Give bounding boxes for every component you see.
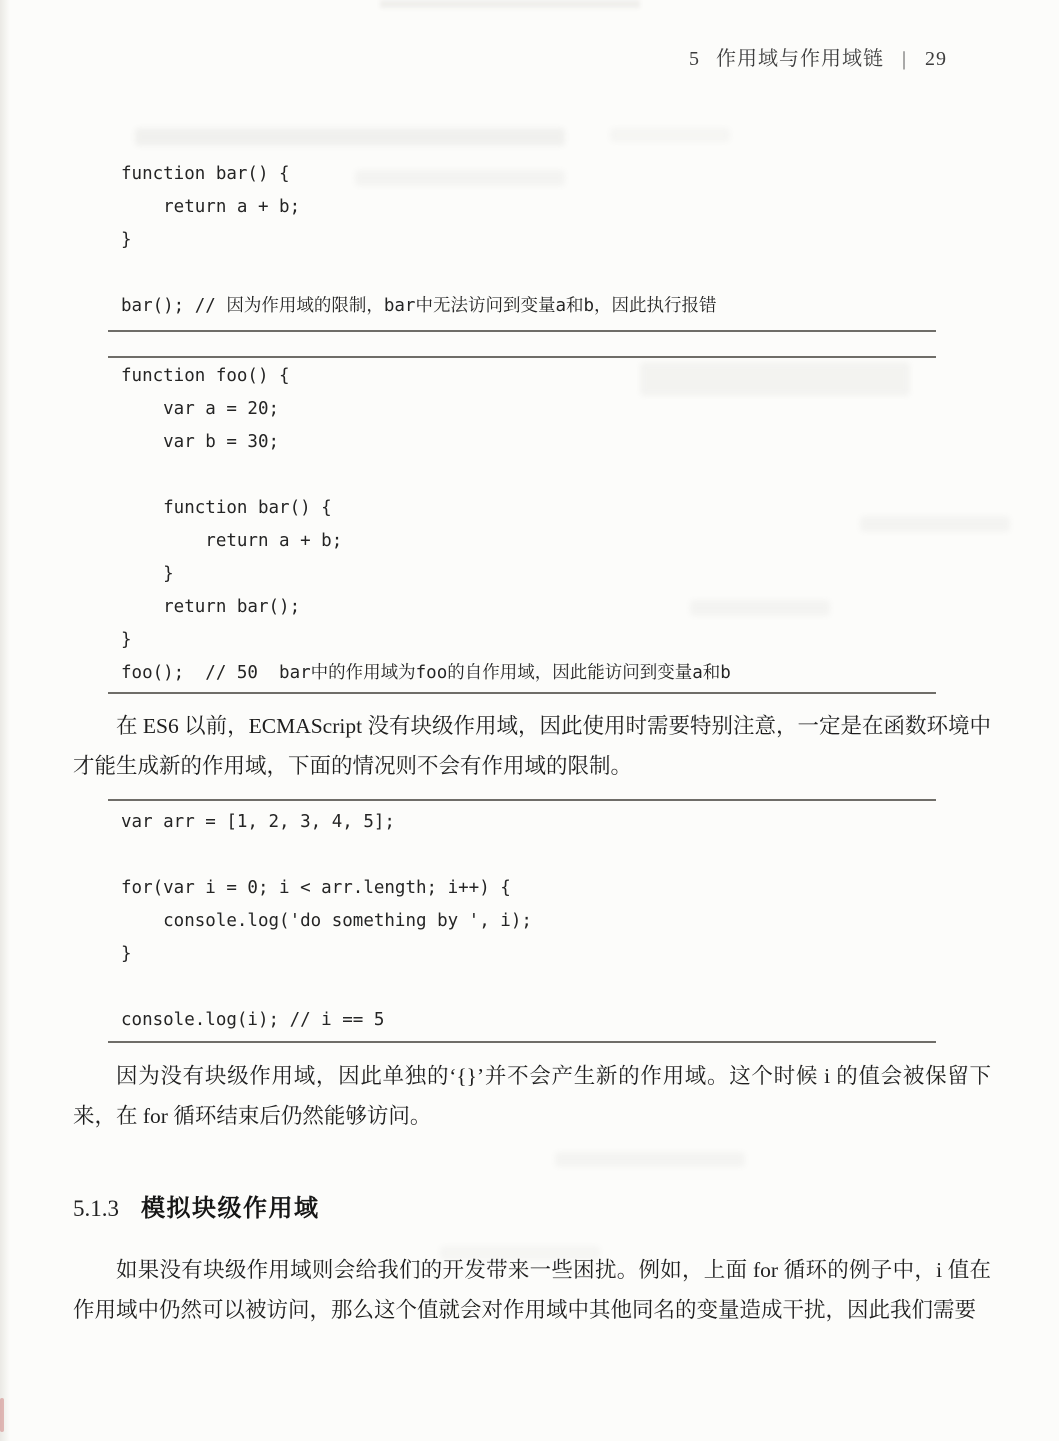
code-block-foo: [121, 360, 731, 690]
page-number: 29: [925, 48, 947, 70]
section-number: 5.1.3: [73, 1196, 119, 1221]
body-paragraph: 在 ES6 以前，ECMAScript 没有块级作用域，因此使用时需要特别注意，一定是在函数环境中才能生成新的作用域，下面的情况则不会有作用域的限制。: [73, 714, 991, 778]
code-line: return bar();: [121, 597, 301, 617]
bleed-through-artifact: [610, 128, 730, 142]
section-title: 模拟块级作用域: [141, 1195, 320, 1222]
code-comment-line: bar(); // 因为作用域的限制，bar中无法访问到变量a和b，因此执行报错: [121, 296, 717, 316]
code-block-bar: [121, 158, 717, 323]
header-divider: |: [901, 48, 907, 70]
chapter-number: 5: [688, 48, 700, 70]
code-line: function foo() {: [121, 366, 290, 386]
code-line: [121, 839, 532, 872]
body-paragraph: 如果没有块级作用域则会给我们的开发带来一些困扰。例如，上面 for 循环的例子中，i 值在作用域中仍然可以被访问，那么这个值就会对作用域中其他同名的变量造成干扰，因此我们需要: [73, 1258, 991, 1322]
code-line: return a + b;: [121, 197, 301, 217]
body-paragraph: 因为没有块级作用域，因此单独的‘{}’并不会产生新的作用域。这个时候 i 的值会被保留下来，在 for 循环结束后仍然能够访问。: [73, 1064, 991, 1128]
page-header: [689, 42, 947, 71]
code-line: }: [121, 230, 132, 250]
code-comment-line: foo(); // 50 bar中的作用域为foo的自作用域，因此能访问到变量a和b: [121, 663, 731, 683]
code-line: var b = 30;: [121, 432, 280, 452]
code-line: function bar() {: [121, 498, 332, 518]
code-line: var a = 20;: [121, 399, 280, 419]
code-line: for(var i = 0; i < arr.length; i++) {: [121, 878, 511, 898]
scan-smudge: [380, 0, 640, 8]
code-line: console.log('do something by ', i);: [121, 911, 532, 931]
code-line: [121, 971, 532, 1004]
code-line: [121, 257, 717, 290]
code-block-forloop: [121, 806, 532, 1037]
code-line: function bar() {: [121, 164, 290, 184]
code-divider-rule: [108, 330, 936, 332]
code-line: }: [121, 630, 132, 650]
code-comment-line: console.log(i); // i == 5: [121, 1010, 385, 1030]
scan-color-speck: [0, 1398, 4, 1432]
chapter-title: 作用域与作用域链: [715, 48, 884, 70]
page-left-edge-shadow: [0, 0, 10, 1441]
code-divider-rule: [108, 799, 936, 801]
code-line: return a + b;: [121, 531, 343, 551]
code-divider-rule: [108, 692, 936, 694]
bleed-through-artifact: [555, 1152, 745, 1167]
code-line: }: [121, 564, 174, 584]
code-line: var arr = [1, 2, 3, 4, 5];: [121, 812, 395, 832]
bleed-through-artifact: [860, 516, 1010, 532]
code-line: [121, 459, 731, 492]
bleed-through-artifact: [135, 128, 565, 146]
code-divider-rule: [108, 1041, 936, 1043]
code-divider-rule: [108, 356, 936, 358]
section-heading: [73, 1188, 320, 1223]
code-line: }: [121, 944, 132, 964]
